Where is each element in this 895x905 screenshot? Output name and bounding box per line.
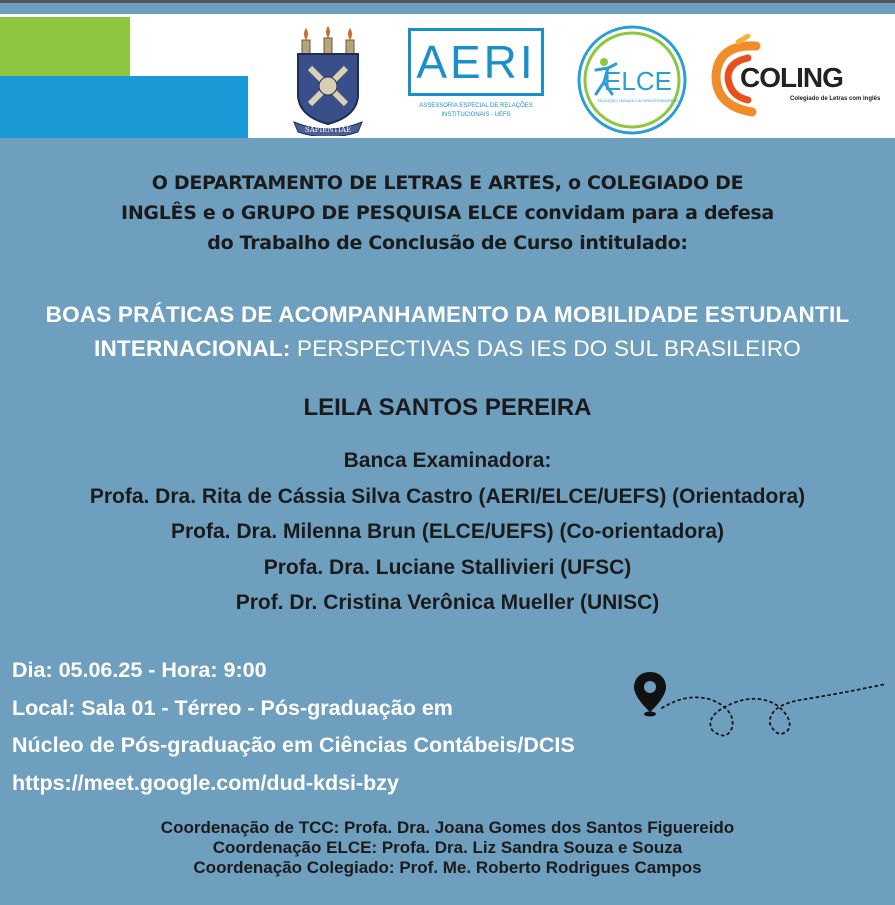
uefs-logo	[292, 24, 364, 136]
coling-logo-subtitle: Colegiado de Letras com Inglês	[790, 96, 881, 102]
thesis-title-line-1: BOAS PRÁTICAS DE ACOMPANHAMENTO DA MOBILIDADE ESTUDANTIL	[45, 302, 850, 327]
elce-logo-text: ELCE	[604, 66, 672, 96]
thesis-title-line-2-bold: INTERNACIONAL:	[94, 336, 291, 361]
board-member: Profa. Dra. Rita de Cássia Silva Castro (AERI/ELCE/UEFS) (Orientadora)	[89, 484, 806, 508]
coling-logo-text: COLING	[740, 62, 843, 93]
coordination-line: Coordenação de TCC: Profa. Dra. Joana Gomes dos Santos Figuereido	[160, 818, 735, 837]
aeri-logo-subtitle	[408, 102, 544, 120]
examining-board	[20, 443, 875, 621]
uefs-coat-of-arms-icon	[292, 24, 364, 136]
thesis-title	[20, 298, 875, 366]
elce-logo-subtitle: EDUCAÇÃO, LÍNGUA E CULTURA ESTRANGEIRAS	[597, 99, 679, 103]
coling-logo	[708, 34, 881, 124]
examining-board-title: Banca Examinadora:	[343, 449, 552, 472]
board-member: Profa. Dra. Luciane Stallivieri (UFSC)	[263, 555, 632, 579]
thesis-title-line-2-regular: PERSPECTIVAS DAS IES DO SUL BRASILEIRO	[290, 336, 801, 361]
aeri-logo-text: AERI	[408, 28, 544, 96]
top-bar	[0, 0, 895, 3]
elce-logo-icon	[574, 24, 690, 136]
invitation-line-3: do Trabalho de Conclusão de Curso intitulado:	[207, 232, 688, 254]
author-name: LEILA SANTOS PEREIRA	[303, 394, 592, 421]
uefs-motto: SAPIENTIAE	[304, 126, 352, 134]
board-member: Profa. Dra. Milenna Brun (ELCE/UEFS) (Co-orientadora)	[170, 520, 725, 543]
aeri-subtitle-line1: ASSESSORIA ESPECIAL DE RELAÇÕES	[419, 103, 533, 109]
decor-blue-block	[0, 76, 248, 138]
location-line-2: Núcleo de Pós-graduação em Ciências Contábeis/DCIS	[12, 733, 575, 757]
aeri-logo	[408, 28, 550, 133]
invitation-text	[60, 168, 835, 258]
coordination	[0, 818, 895, 878]
location-graphic	[628, 670, 890, 740]
elce-logo	[574, 24, 690, 136]
event-details	[12, 652, 652, 802]
date-time: Dia: 05.06.25 - Hora: 9:00	[12, 658, 267, 682]
coordination-line: Coordenação Colegiado: Prof. Me. Roberto Rodrigues Campos	[193, 858, 702, 877]
invitation-line-2: INGLÊS e o GRUPO DE PESQUISA ELCE convidam para a defesa	[121, 202, 774, 224]
thesis-title-line-2	[20, 332, 875, 366]
header-logos	[0, 14, 895, 138]
location-line-1: Local: Sala 01 - Térreo - Pós-graduação em	[12, 695, 453, 720]
aeri-subtitle-line2: INSTITUCIONAIS - UEFS	[441, 112, 511, 118]
map-pin-icon	[628, 670, 890, 740]
board-member: Prof. Dr. Cristina Verônica Mueller (UNISC)	[235, 591, 660, 614]
invitation-line-1: O DEPARTAMENTO DE LETRAS E ARTES, o COLEGIADO DE	[151, 172, 744, 194]
dotted-path-icon	[662, 684, 886, 736]
meeting-link[interactable]: https://meet.google.com/dud-kdsi-bzy	[12, 770, 400, 795]
coordination-line: Coordenação ELCE: Profa. Dra. Liz Sandra Souza e Souza	[212, 838, 683, 857]
